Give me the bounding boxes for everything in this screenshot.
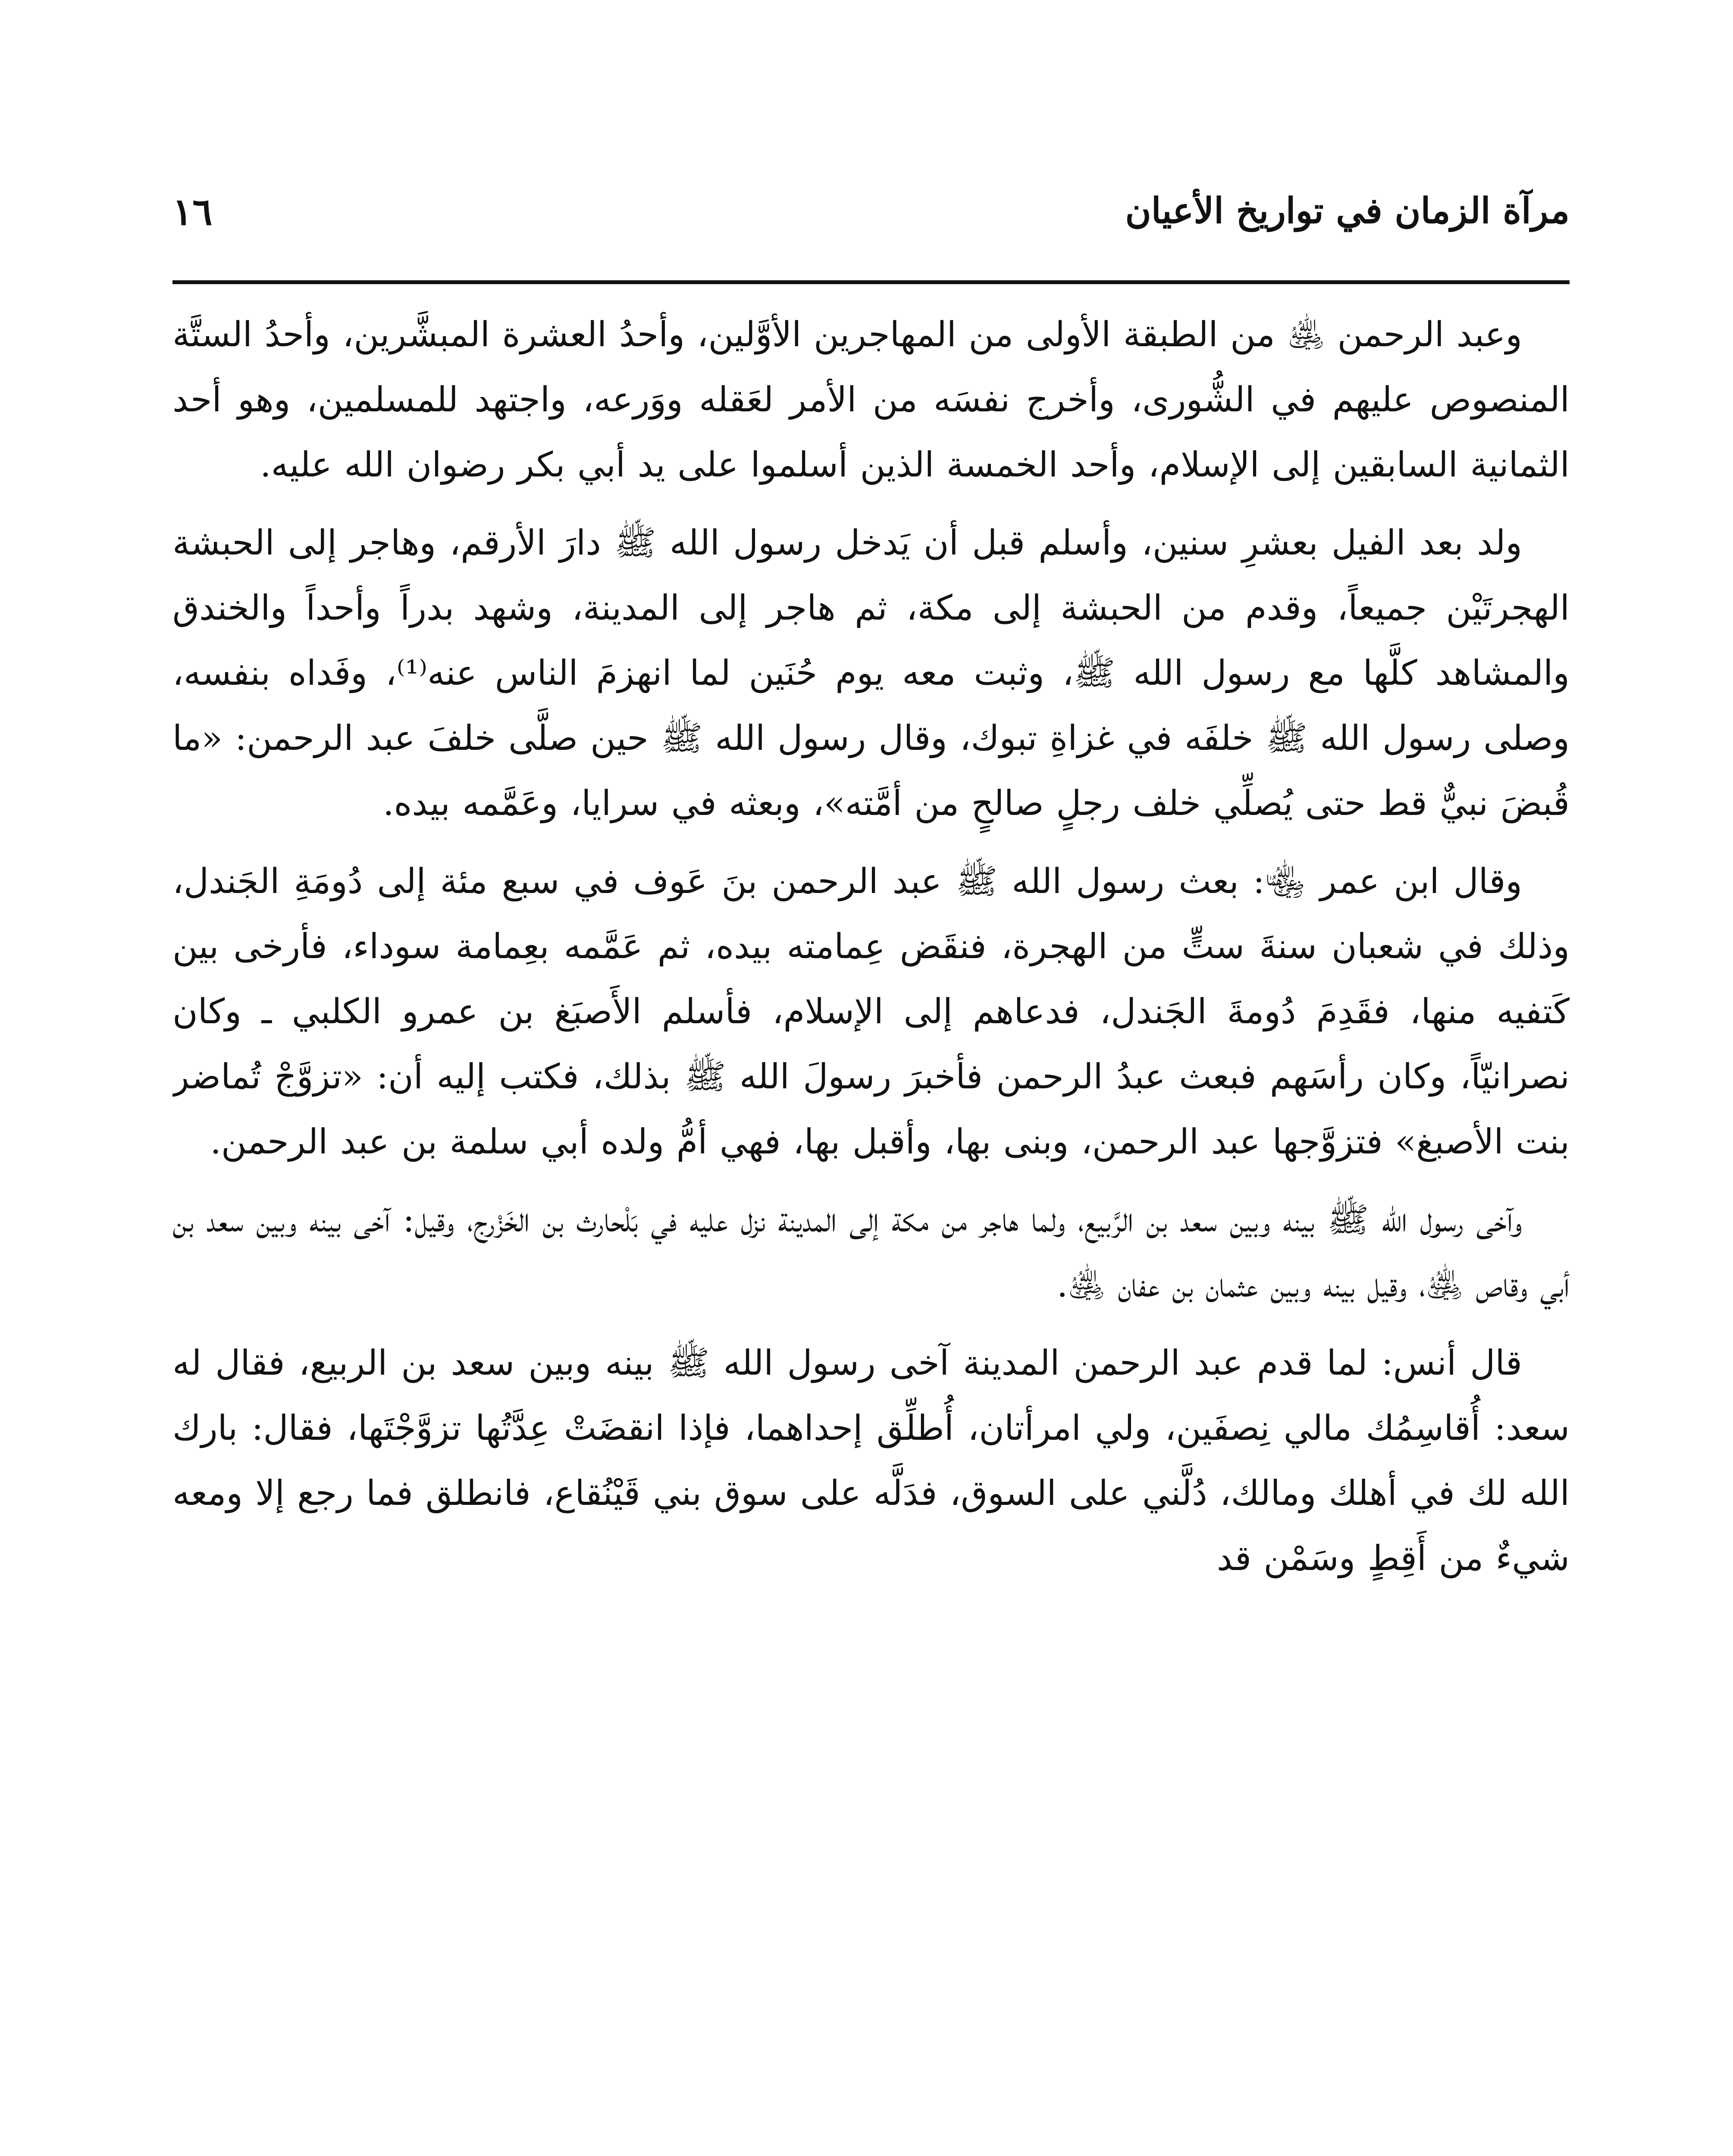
page-number: ١٦ [172, 190, 213, 234]
paragraph-5: قال أنس: لما قدم عبد الرحمن المدينة آخى رسول الله ﷺ بينه وبين سعد بن الربيع، فقال له سعد: أُقاسِمُك مالي نِصفَين، ولي امرأتان، أُطلِّق إحداهما، فإذا انقضَتْ عِدَّتُها تزوَّجْتَها، فقال: بارك الله لك في أهلك ومالك، دُلَّني على السوق، فدَلَّه على سوق بني قَيْنُقاع، فانطلق فما رجع إلا ومعه شيءٌ من أَقِطٍ وسَمْن قد [172, 1343, 1570, 1578]
header-divider [172, 280, 1570, 284]
main-text [172, 302, 1570, 2156]
page-header [172, 181, 1570, 280]
paragraph-4: وآخى رسول الله ﷺ بينه وبين سعد بن الرَّبيع، ولما هاجر من مكة إلى المدينة نزل عليه في بَلْحارث بن الخَزْرج، وقيل: آخى بينه وبين سعد بن أبي وقاص ﵁، وقيل بينه وبين عثمان بن عفان ﵁. [172, 1200, 1570, 1305]
paragraph-1: وعبد الرحمن ﵁ من الطبقة الأولى من المهاجرين الأوَّلين، وأحدُ العشرة المبشَّرين، وأحدُ الستَّة المنصوص عليهم في الشُّورى، وأخرج نفسَه من الأمر لعَقله ووَرعه، واجتهد للمسلمين، وهو أحد الثمانية السابقين إلى الإسلام، وأحد الخمسة الذين أسلموا على يد أبي بكر رضوان الله عليه. [172, 314, 1570, 485]
running-title: مرآة الزمان في تواريخ الأعيان [1125, 190, 1570, 232]
paragraph-3: وقال ابن عمر ﵄: بعث رسول الله ﷺ عبد الرحمن بنَ عَوف في سبع مئة إلى دُومَةِ الجَندل، وذلك في شعبان سنةَ ستٍّ من الهجرة، فنقَض عِمامته بيده، ثم عَمَّمه بعِمامة سوداء، فأرخى بين كَتفيه منها، فقَدِمَ دُومةَ الجَندل، فدعاهم إلى الإسلام، فأسلم الأَصبَغ بن عمرو الكلبي ـ وكان نصرانيّاً، وكان رأسَهم فبعث عبدُ الرحمن فأخبرَ رسولَ الله ﷺ بذلك، فكتب إليه أن: «تزوَّجْ تُماضر بنت الأصبغ» فتزوَّجها عبد الرحمن، وبنى بها، وأقبل بها، فهي أمُّ ولده أبي سلمة بن عبد الرحمن. [172, 861, 1570, 1162]
paragraph-2: ولد بعد الفيل بعشرِ سنين، وأسلم قبل أن يَدخل رسول الله ﷺ دارَ الأرقم، وهاجر إلى الحبشة الهجرتَيْن جميعاً، وقدم من الحبشة إلى مكة، ثم هاجر إلى المدينة، وشهد بدراً وأحداً والخندق والمشاهد كلَّها مع رسول الله ﷺ، وثبت معه يوم حُنَين لما انهزمَ الناس عنه⁽¹⁾، وفَداه بنفسه، وصلى رسول الله ﷺ خلفَه في غزاةِ تبوك، وقال رسول الله ﷺ حين صلَّى خلفَ عبد الرحمن: «ما قُبضَ نبيٌّ قط حتى يُصلِّي خلف رجلٍ صالحٍ من أمَّته»، وبعثه في سرايا، وعَمَّمه بيده. [172, 523, 1570, 823]
